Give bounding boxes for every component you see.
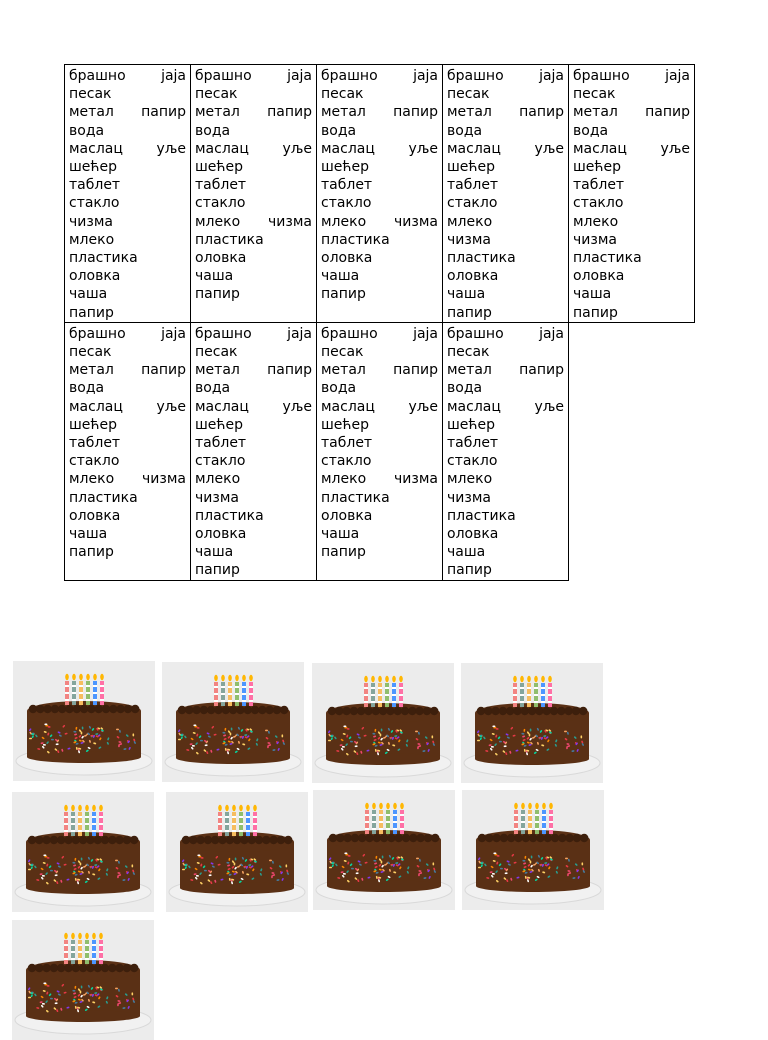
word-line [321,361,438,379]
word-line [573,213,690,231]
word: вода [447,380,483,397]
word-line [321,158,438,176]
word: шећер [447,159,496,176]
word-line [447,85,564,103]
word-cell [317,322,443,580]
word: метал [321,362,366,379]
word-line [69,452,186,470]
word-line [447,398,564,416]
word: уље [534,398,564,415]
word-line [69,416,186,434]
word-line [447,158,564,176]
word-line [195,379,312,397]
word: вода [195,122,231,139]
word-line [195,231,312,249]
word: оловка [321,507,373,524]
word: вода [321,380,357,397]
word: брашно [195,325,252,342]
word: таблет [321,177,373,194]
word-line [573,103,690,121]
word-line [447,285,564,303]
word: брашно [447,325,504,342]
word: папир [393,104,438,121]
word: папир [519,362,564,379]
word: метал [447,362,492,379]
word-cell [317,65,443,323]
word-line [573,158,690,176]
word-line [69,525,186,543]
word-line [573,85,690,103]
word-line [573,231,690,249]
word: таблет [573,177,625,194]
word: папир [141,362,186,379]
word-line [321,194,438,212]
word: песак [195,86,238,103]
word: чизма [142,471,186,488]
word: маслац [195,140,249,157]
birthday-cake-image [13,661,155,781]
word: чаша [321,268,360,285]
word: вода [195,380,231,397]
word-line [195,416,312,434]
word: стакло [69,195,120,212]
word-line [447,379,564,397]
word-list-table [64,64,695,581]
word-line [321,122,438,140]
word: папир [519,104,564,121]
birthday-cake-image [166,792,308,912]
word: маслац [321,398,375,415]
word-line [447,140,564,158]
word-line [321,452,438,470]
word: папир [195,286,240,303]
word-line [321,285,438,303]
word: уље [408,398,438,415]
word: песак [573,86,616,103]
word: брашно [573,68,630,84]
word: песак [321,86,364,103]
word-line [69,249,186,267]
word-line [195,194,312,212]
word-line [573,122,690,140]
word-line [195,103,312,121]
word-line [321,507,438,525]
word: млеко [69,471,115,488]
word: јаја [539,325,564,342]
word: маслац [573,140,627,157]
word-line [447,507,564,525]
word: уље [156,140,186,157]
word: метал [447,104,492,121]
word-line [69,67,186,85]
birthday-cake-image [162,662,304,782]
word-line [573,140,690,158]
word-line [321,398,438,416]
word-line [195,470,312,488]
word-line [69,398,186,416]
word-line [321,379,438,397]
word: таблет [195,435,247,452]
word-line [69,434,186,452]
word: папир [267,104,312,121]
word-line [573,194,690,212]
word-line [321,543,438,561]
word-line [573,176,690,194]
word: шећер [573,159,622,176]
word-line [321,249,438,267]
word: јаја [413,68,438,84]
word: млеко [447,213,493,230]
word: чизма [394,213,438,230]
word-line [447,249,564,267]
word: шећер [447,416,496,433]
word: млеко [69,231,115,248]
word: таблет [69,435,121,452]
word-line [573,267,690,285]
word: песак [447,86,490,103]
word: уље [282,140,312,157]
word-cell [443,322,569,580]
word-line [573,304,690,322]
word: брашно [69,68,126,84]
word: јаја [287,325,312,342]
word-line [195,543,312,561]
word-line [195,140,312,158]
word: шећер [321,159,370,176]
word-line [447,213,564,231]
word: брашно [69,325,126,342]
word-line [447,325,564,343]
word-line [69,103,186,121]
word: чаша [195,544,234,561]
word: оловка [69,268,121,285]
word: песак [195,344,238,361]
table-row [65,65,695,323]
word-line [195,343,312,361]
empty-cell [569,322,695,580]
word: пластика [321,489,390,506]
word: чаша [69,286,108,303]
word: папир [267,362,312,379]
word-line [447,543,564,561]
word: пластика [573,250,642,267]
word-line [447,489,564,507]
word-line [69,325,186,343]
word-line [447,416,564,434]
word: папир [69,544,114,561]
word: шећер [195,416,244,433]
word: папир [573,304,618,321]
word: брашно [195,68,252,84]
word: песак [69,86,112,103]
word: оловка [195,250,247,267]
word-line [195,452,312,470]
word: чизма [394,471,438,488]
word: таблет [195,177,247,194]
word: папир [393,362,438,379]
word: брашно [321,325,378,342]
word: метал [321,104,366,121]
word-line [69,267,186,285]
word-line [69,194,186,212]
word: маслац [69,398,123,415]
word: оловка [69,507,121,524]
word-line [321,416,438,434]
word-line [447,176,564,194]
word: оловка [573,268,625,285]
word: пластика [195,231,264,248]
word-line [195,158,312,176]
word: метал [573,104,618,121]
word: чаша [573,286,612,303]
word: уље [156,398,186,415]
word-line [195,122,312,140]
word: песак [321,344,364,361]
word: метал [195,362,240,379]
word: вода [69,122,105,139]
word: уље [660,140,690,157]
word: маслац [447,398,501,415]
word: таблет [447,177,499,194]
word: шећер [321,416,370,433]
word: вода [69,380,105,397]
word-line [447,67,564,85]
word-line [321,489,438,507]
word: уље [534,140,564,157]
word-line [195,398,312,416]
birthday-cake-image [313,790,455,910]
word-line [69,231,186,249]
word: маслац [447,140,501,157]
word: оловка [195,526,247,543]
word: пластика [195,507,264,524]
word-line [321,140,438,158]
word-line [69,140,186,158]
word: стакло [447,453,498,470]
word: чаша [69,526,108,543]
word: пластика [447,250,516,267]
word-line [447,561,564,579]
word: вода [321,122,357,139]
word: пластика [69,489,138,506]
word-line [321,85,438,103]
word-line [69,304,186,322]
word: млеко [321,471,367,488]
word: јаја [413,325,438,342]
word-line [195,361,312,379]
word-line [69,379,186,397]
word-line [321,267,438,285]
word-line [69,489,186,507]
word: чаша [447,286,486,303]
word-line [321,213,438,231]
word: млеко [195,213,241,230]
word-line [447,470,564,488]
word-line [195,434,312,452]
word: чизма [195,489,239,506]
word: песак [447,344,490,361]
word-line [69,343,186,361]
word-line [447,343,564,361]
word-line [321,434,438,452]
word: пластика [321,231,390,248]
word: млеко [447,471,493,488]
word-line [195,325,312,343]
word-cell [65,65,191,323]
word: чизма [268,213,312,230]
word: папир [69,304,114,321]
word: млеко [195,471,241,488]
birthday-cake-image [461,663,603,783]
table-row [65,322,695,580]
word-line [321,470,438,488]
word: чизма [69,213,113,230]
word: вода [447,122,483,139]
birthday-cake-image [462,790,604,910]
word: млеко [573,213,619,230]
word-line [321,67,438,85]
word-line [69,285,186,303]
word-cell [65,322,191,580]
word: брашно [321,68,378,84]
word: метал [69,362,114,379]
word: стакло [195,195,246,212]
word-line [195,267,312,285]
word: брашно [447,68,504,84]
word-line [447,122,564,140]
word-cell [569,65,695,323]
word: папир [321,544,366,561]
word: маслац [69,140,123,157]
word-line [195,489,312,507]
word: стакло [321,195,372,212]
word-line [195,176,312,194]
word-line [321,103,438,121]
word-cell [191,322,317,580]
word: оловка [321,250,373,267]
word-cell [443,65,569,323]
word: шећер [69,159,118,176]
word: чаша [321,526,360,543]
word-line [447,231,564,249]
word: маслац [321,140,375,157]
word: млеко [321,213,367,230]
word: јаја [665,68,690,84]
word: шећер [69,416,118,433]
word-line [69,158,186,176]
word-line [69,122,186,140]
word: пластика [69,250,138,267]
word-line [69,176,186,194]
word: таблет [321,435,373,452]
word-line [195,67,312,85]
word: вода [573,122,609,139]
word: метал [69,104,114,121]
word: чаша [195,268,234,285]
word: папир [141,104,186,121]
word-line [573,249,690,267]
word-line [447,361,564,379]
word: шећер [195,159,244,176]
word-line [69,85,186,103]
word: јаја [539,68,564,84]
word-line [321,176,438,194]
word: чизма [447,489,491,506]
word: таблет [69,177,121,194]
word-line [195,507,312,525]
word: стакло [573,195,624,212]
word-line [195,525,312,543]
word-line [573,285,690,303]
word: јаја [161,325,186,342]
word-line [195,285,312,303]
word-line [447,525,564,543]
word: чизма [573,231,617,248]
word: папир [447,304,492,321]
word-line [69,543,186,561]
word: песак [69,344,112,361]
word: чаша [447,544,486,561]
word-line [195,561,312,579]
word-cell [191,65,317,323]
word: стакло [195,453,246,470]
word-line [447,194,564,212]
word: таблет [447,435,499,452]
word: метал [195,104,240,121]
word: папир [447,562,492,579]
word: јаја [161,68,186,84]
word: папир [195,562,240,579]
word: маслац [195,398,249,415]
birthday-cake-image [12,920,154,1040]
word-line [69,507,186,525]
word: стакло [69,453,120,470]
word: стакло [447,195,498,212]
word-line [447,267,564,285]
word: јаја [287,68,312,84]
birthday-cake-image [312,663,454,783]
word-line [69,361,186,379]
word-line [573,67,690,85]
word: оловка [447,526,499,543]
word-line [321,325,438,343]
word-line [195,249,312,267]
word: чизма [447,231,491,248]
word: уље [408,140,438,157]
word: папир [645,104,690,121]
word-line [321,525,438,543]
word: уље [282,398,312,415]
birthday-cake-image [12,792,154,912]
word: стакло [321,453,372,470]
word: папир [321,286,366,303]
word-line [447,304,564,322]
word-line [447,434,564,452]
word: оловка [447,268,499,285]
word-line [447,452,564,470]
word-line [321,231,438,249]
word-line [447,103,564,121]
word-line [195,85,312,103]
word-line [69,470,186,488]
word-line [69,213,186,231]
word-line [321,343,438,361]
word: пластика [447,507,516,524]
word-line [195,213,312,231]
